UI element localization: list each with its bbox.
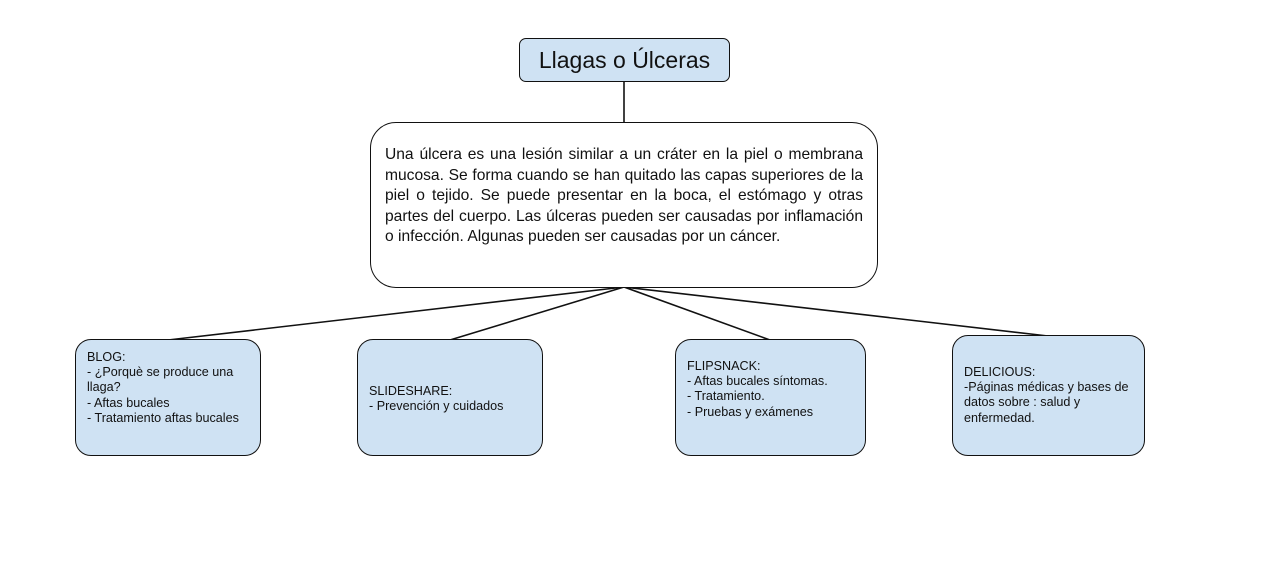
blog-item-1: - ¿Porquè se produce una llaga? <box>87 365 237 395</box>
description-to-blog-connector <box>168 287 624 340</box>
flipsnack-node <box>675 339 866 456</box>
blog-item-2: - Aftas bucales <box>87 395 170 410</box>
description-text: Una úlcera es una lesión similar a un cráter en la piel o membrana mucosa. Se forma cuando se han quitado las capas superiores de la piel o tejido. Se puede presentar en la boca, el estómago y otras partes del cuerpo. Las úlceras pueden ser causadas por inflamación o infección. Algunas pueden ser causadas por un cáncer. <box>385 146 863 245</box>
delicious-heading: DELICIOUS: <box>964 365 1036 379</box>
delicious-item-1: -Páginas médicas y bases de datos sobre : salud y enfermedad. <box>964 380 1133 425</box>
title-text: Llagas o Úlceras <box>538 47 711 73</box>
description-to-slideshare-connector <box>450 287 624 340</box>
title-node <box>519 38 730 82</box>
slideshare-item-1: - Prevención y cuidados <box>369 399 504 414</box>
slideshare-heading: SLIDESHARE: <box>369 384 453 398</box>
flipsnack-heading: FLIPSNACK: <box>687 359 761 373</box>
flipsnack-item-3: - Pruebas y exámenes <box>687 404 813 419</box>
description-to-delicious-connector <box>624 287 1048 336</box>
blog-node <box>75 339 261 456</box>
blog-heading: BLOG: <box>87 350 126 364</box>
blog-item-3: - Tratamiento aftas bucales <box>87 410 239 425</box>
delicious-node <box>952 335 1145 456</box>
flipsnack-item-1: - Aftas bucales síntomas. <box>687 374 828 389</box>
description-node <box>370 122 878 288</box>
flipsnack-item-2: - Tratamiento. <box>687 389 765 404</box>
slideshare-node <box>357 339 543 456</box>
